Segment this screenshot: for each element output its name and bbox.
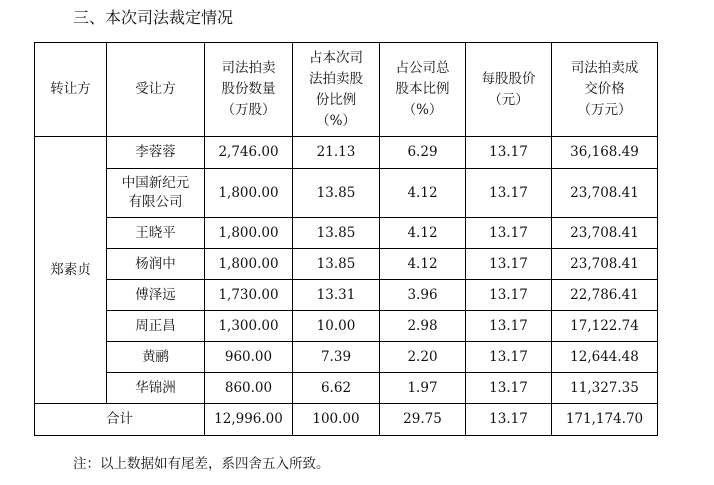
transferee-cell: 周正昌 [107, 311, 205, 342]
price-cell: 13.17 [466, 342, 552, 373]
header-transferor: 转让方 [35, 43, 107, 137]
total-pct-cell: 3.96 [380, 280, 466, 311]
total-total-pct: 29.75 [380, 404, 466, 436]
shares-cell: 1,730.00 [205, 280, 293, 311]
auction-pct-cell: 13.85 [293, 249, 380, 280]
transferee-cell: 傅泽远 [107, 280, 205, 311]
table-row [35, 249, 658, 280]
header-auction-amount: 司法拍卖成 交价格 （万元） [552, 43, 658, 137]
price-cell: 13.17 [466, 218, 552, 249]
table-row [35, 373, 658, 404]
total-pct-cell: 2.20 [380, 342, 466, 373]
total-pct-cell: 2.98 [380, 311, 466, 342]
price-cell: 13.17 [466, 249, 552, 280]
header-row [35, 43, 658, 137]
header-auction-shares: 司法拍卖 股份数量 （万股） [205, 43, 293, 137]
total-amount: 171,174.70 [552, 404, 658, 436]
shares-cell: 1,800.00 [205, 169, 293, 218]
table-row [35, 137, 658, 169]
total-auction-pct: 100.00 [293, 404, 380, 436]
judicial-ruling-table [34, 42, 658, 436]
auction-pct-cell: 6.62 [293, 373, 380, 404]
total-label: 合计 [35, 404, 205, 436]
price-cell: 13.17 [466, 373, 552, 404]
price-cell: 13.17 [466, 311, 552, 342]
auction-pct-cell: 13.85 [293, 169, 380, 218]
section-heading: 三、本次司法裁定情况 [73, 8, 234, 27]
footnote: 注：以上数据如有尾差，系四舍五入所致。 [73, 456, 330, 472]
shares-cell: 1,300.00 [205, 311, 293, 342]
shares-cell: 860.00 [205, 373, 293, 404]
price-cell: 13.17 [466, 280, 552, 311]
transferor-cell: 郑素贞 [35, 137, 107, 404]
amount-cell: 23,708.41 [552, 169, 658, 218]
transferee-cell: 王晓平 [107, 218, 205, 249]
shares-cell: 1,800.00 [205, 249, 293, 280]
shares-cell: 960.00 [205, 342, 293, 373]
transferee-cell: 黄鹂 [107, 342, 205, 373]
auction-pct-cell: 13.31 [293, 280, 380, 311]
shares-cell: 2,746.00 [205, 137, 293, 169]
transferee-cell: 华锦洲 [107, 373, 205, 404]
table-row [35, 169, 658, 218]
header-auction-share-ratio: 占本次司 法拍卖股 份比例 （%） [293, 43, 380, 137]
table-row [35, 218, 658, 249]
price-cell: 13.17 [466, 169, 552, 218]
total-price: 13.17 [466, 404, 552, 436]
auction-pct-cell: 21.13 [293, 137, 380, 169]
amount-cell: 22,786.41 [552, 280, 658, 311]
price-cell: 13.17 [466, 137, 552, 169]
amount-cell: 23,708.41 [552, 249, 658, 280]
amount-cell: 17,122.74 [552, 311, 658, 342]
auction-pct-cell: 7.39 [293, 342, 380, 373]
shares-cell: 1,800.00 [205, 218, 293, 249]
total-pct-cell: 4.12 [380, 249, 466, 280]
amount-cell: 36,168.49 [552, 137, 658, 169]
amount-cell: 12,644.48 [552, 342, 658, 373]
total-pct-cell: 6.29 [380, 137, 466, 169]
total-pct-cell: 4.12 [380, 218, 466, 249]
transferee-cell: 中国新纪元 有限公司 [107, 169, 205, 218]
amount-cell: 11,327.35 [552, 373, 658, 404]
table-row [35, 280, 658, 311]
transferee-cell: 杨润中 [107, 249, 205, 280]
header-transferee: 受让方 [107, 43, 205, 137]
total-row [35, 404, 658, 436]
table-row [35, 342, 658, 373]
auction-pct-cell: 13.85 [293, 218, 380, 249]
amount-cell: 23,708.41 [552, 218, 658, 249]
header-total-share-ratio: 占公司总 股本比例 （%） [380, 43, 466, 137]
transferee-cell: 李蓉蓉 [107, 137, 205, 169]
total-shares: 12,996.00 [205, 404, 293, 436]
total-pct-cell: 1.97 [380, 373, 466, 404]
header-price-per-share: 每股股价 （元） [466, 43, 552, 137]
table-row [35, 311, 658, 342]
auction-pct-cell: 10.00 [293, 311, 380, 342]
total-pct-cell: 4.12 [380, 169, 466, 218]
